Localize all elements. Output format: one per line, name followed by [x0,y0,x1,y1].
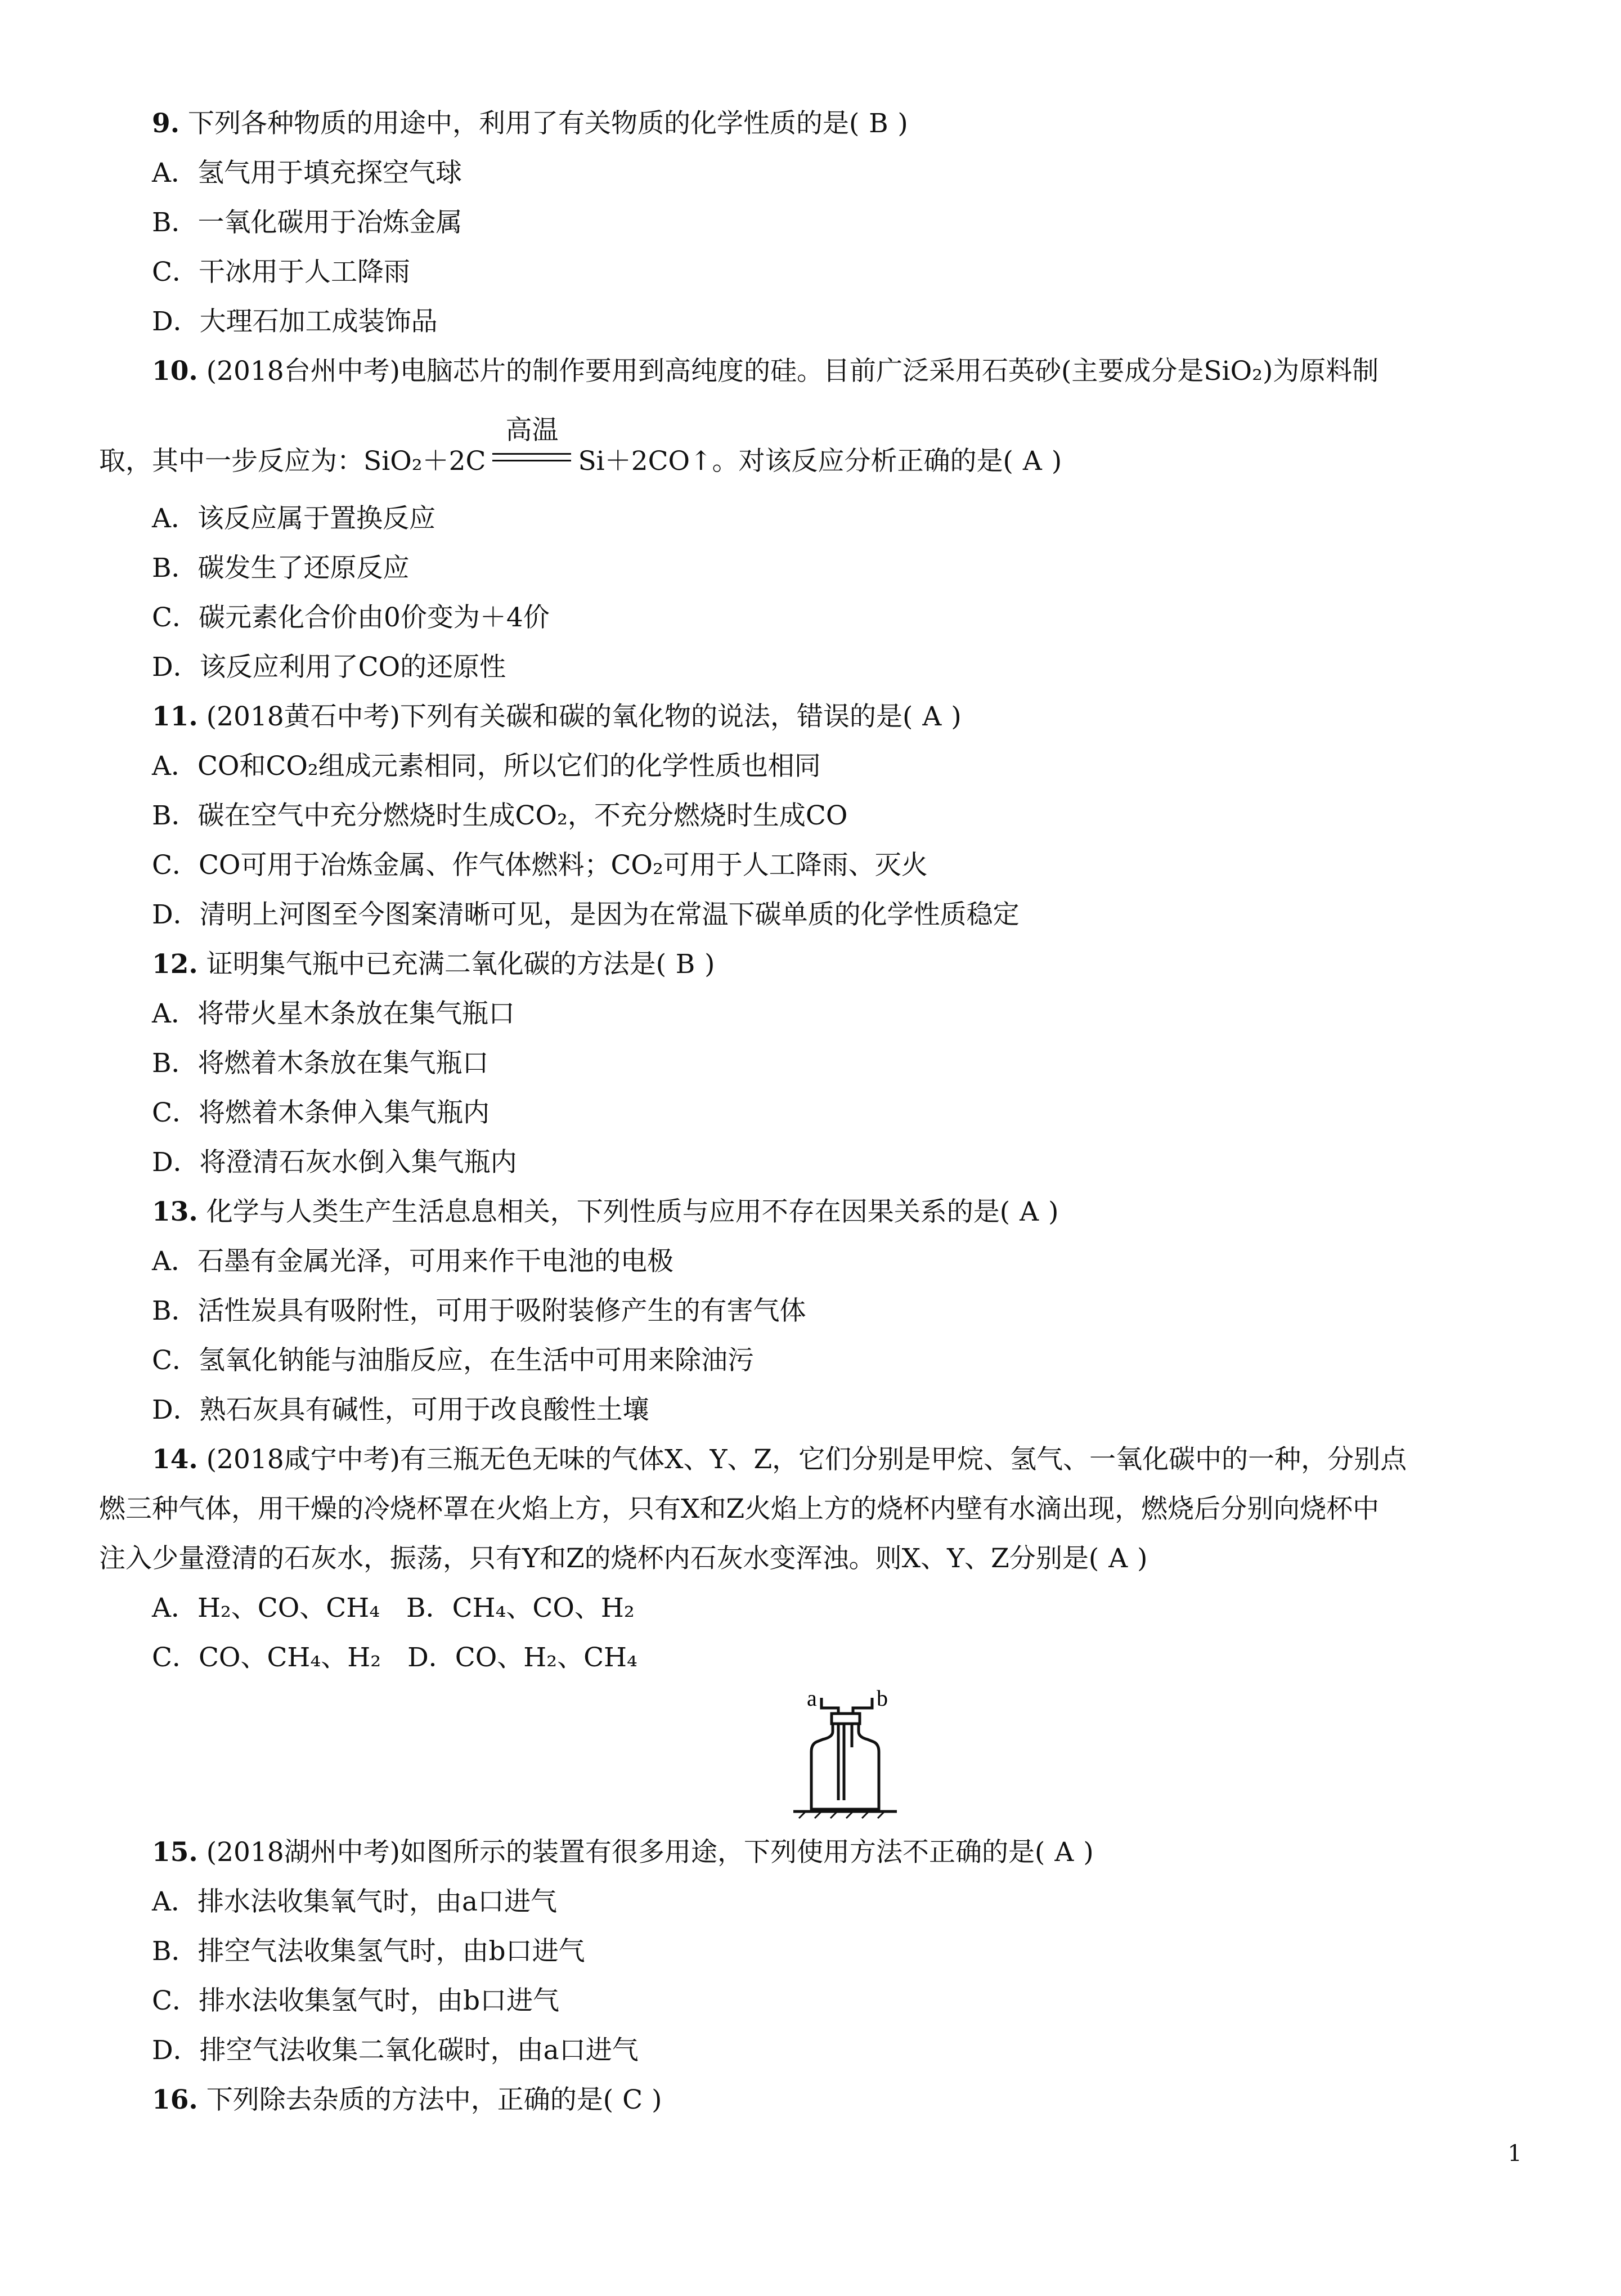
option: D．熟石灰具有碱性，可用于改良酸性土壤 [152,1394,649,1425]
question-9-stem [152,107,908,141]
question-number: 15. [152,1837,198,1868]
question-number: 11. [152,701,198,732]
option: B．将燃着木条放在集气瓶口 [152,1048,489,1079]
option: C．干冰用于人工降雨 [152,257,410,288]
question-12-stem [152,948,715,981]
option: C．CO可用于冶炼金属、作气体燃料；CO₂可用于人工降雨、灭火 [152,850,928,881]
closing-paren: ) [652,2084,662,2115]
question-text: 化学与人类生产生活息息相关，下列性质与应用不存在因果关系的是( [206,1196,1011,1227]
question-text: 下列除去杂质的方法中，正确的是( [206,2084,614,2115]
question-text: (2018咸宁中考)有三瓶无色无味的气体X、Y、Z，它们分别是甲烷、氢气、一氧化碳中的一种，分别点 [206,1444,1407,1475]
question-14-line-3 [99,1542,1148,1576]
answer: A [1022,446,1042,477]
question-number: 10. [152,356,198,387]
equation-reactants: 取，其中一步反应为：SiO₂＋2C [99,446,486,477]
option: B．一氧化碳用于冶炼金属 [152,207,462,238]
stopper [832,1714,860,1724]
option: C．排水法收集氢气时，由b口进气 [152,1985,560,2016]
question-text: (2018湖州中考)如图所示的装置有很多用途，下列使用方法不正确的是( [206,1837,1045,1868]
question-13-stem [152,1195,1058,1229]
question-number: 14. [152,1444,198,1475]
option: D．清明上河图至今图案清晰可见，是因为在常温下碳单质的化学性质稳定 [152,899,1020,930]
option-row: C．CO、CH₄、H₂ D．CO、H₂、CH₄ [152,1642,637,1673]
closing-paren: ) [951,701,962,732]
option: C．碳元素化合价由0价变为＋4价 [152,602,550,633]
option: C．氢氧化钠能与油脂反应，在生活中可用来除油污 [152,1345,754,1376]
option: B．碳在空气中充分燃烧时生成CO₂，不充分燃烧时生成CO [152,800,848,831]
question-text: 证明集气瓶中已充满二氧化碳的方法是( [206,949,667,980]
option: B．活性炭具有吸附性，可用于吸附装修产生的有害气体 [152,1295,806,1326]
question-16-stem [152,2083,662,2117]
closing-paren: ) [1048,1196,1059,1227]
answer: C [622,2084,643,2115]
option: A．氢气用于填充探空气球 [152,158,462,189]
option: A．将带火星木条放在集气瓶口 [152,998,515,1029]
closing-paren: ) [1083,1837,1094,1868]
question-number: 9. [152,108,180,139]
option: B．碳发生了还原反应 [152,553,410,584]
question-number: 13. [152,1196,198,1227]
answer: A [1108,1543,1128,1574]
port-a-label: a [807,1685,817,1711]
option: D．将澄清石灰水倒入集气瓶内 [152,1147,517,1178]
closing-paren: ) [1137,1543,1148,1574]
question-number: 12. [152,949,198,980]
option: A．排水法收集氧气时，由a口进气 [152,1886,557,1917]
closing-paren: ) [704,949,715,980]
option: D．该反应利用了CO的还原性 [152,652,506,683]
answer: A [1054,1837,1074,1868]
option-row: A．H₂、CO、CH₄ B．CH₄、CO、H₂ [152,1593,635,1624]
question-14-line-2: 燃三种气体，用干燥的冷烧杯罩在火焰上方，只有X和Z火焰上方的烧杯内壁有水滴出现，燃烧后分别向烧杯中 [99,1494,1380,1524]
question-15-stem [152,1836,1094,1869]
question-number: 16. [152,2084,198,2115]
port-b-label: b [877,1685,888,1711]
reaction-condition [492,415,571,476]
option: C．将燃着木条伸入集气瓶内 [152,1097,490,1128]
option: A．石墨有金属光泽，可用来作干电池的电极 [152,1246,673,1277]
option: D．大理石加工成装饰品 [152,306,438,337]
option: A．CO和CO₂组成元素相同，所以它们的化学性质也相同 [152,751,821,782]
question-14-stem [152,1443,1407,1477]
equals-line [492,453,571,455]
question-text: (2018台州中考)电脑芯片的制作要用到高纯度的硅。目前广泛采用石英砂(主要成分是SiO₂)为原料制 [206,356,1379,387]
option: D．排空气法收集二氧化碳时，由a口进气 [152,2035,639,2066]
question-11-stem [152,700,962,734]
option: A．该反应属于置换反应 [152,503,435,534]
page-number: 1 [1507,2141,1522,2167]
answer: A [922,701,942,732]
equals-line [492,460,571,461]
question-10-stem [152,355,1378,388]
equation-products: Si＋2CO↑。对该反应分析正确的是( [578,446,1013,477]
question-text: (2018黄石中考)下列有关碳和碳的氧化物的说法，错误的是( [206,701,913,732]
gas-bottle-figure [782,1685,906,1820]
condition-label: 高温 [505,415,559,446]
option: B．排空气法收集氢气时，由b口进气 [152,1936,585,1967]
answer: A [1020,1196,1039,1227]
answer: B [869,108,888,139]
closing-paren: ) [897,108,908,139]
question-text: 下列各种物质的用途中，利用了有关物质的化学性质的是( [188,108,860,139]
question-text: 注入少量澄清的石灰水，振荡，只有Y和Z的烧杯内石灰水变浑浊。则X、Y、Z分别是( [99,1543,1099,1574]
question-10-equation-line [99,415,1062,478]
closing-paren: ) [1051,446,1062,477]
answer: B [675,949,695,980]
